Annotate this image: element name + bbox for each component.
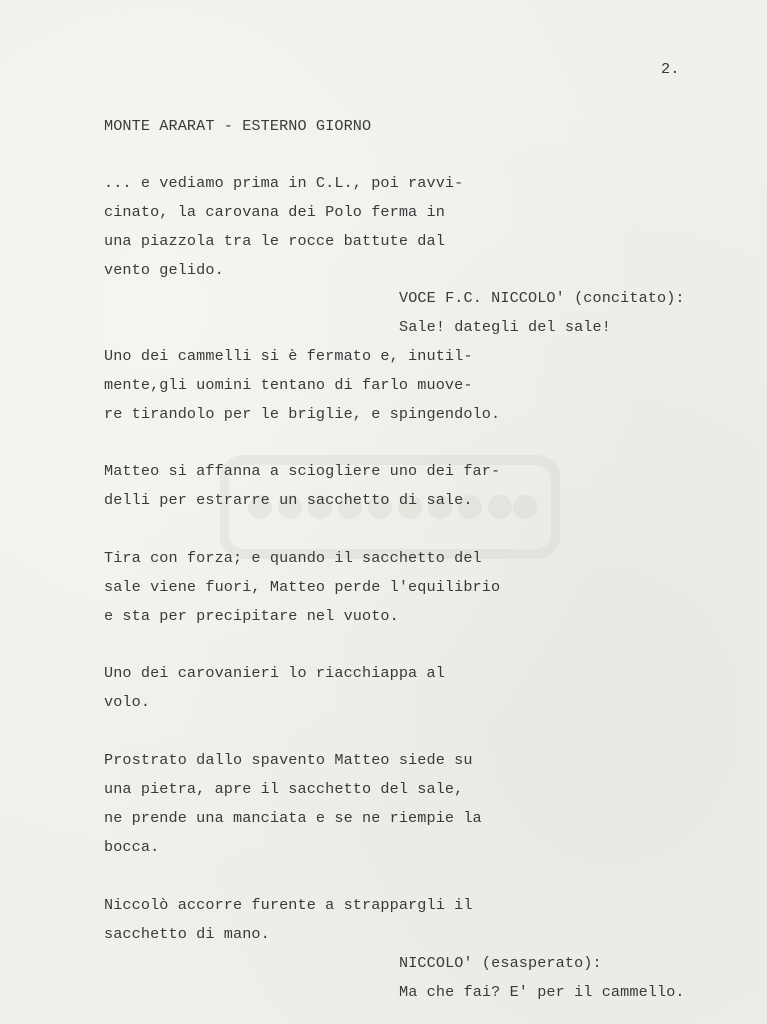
text-line: cinato, la carovana dei Polo ferma in bbox=[104, 203, 445, 221]
text-line: vento gelido. bbox=[104, 261, 224, 279]
text-line: Matteo si affanna a sciogliere uno dei far- bbox=[104, 462, 501, 480]
text-line: delli per estrarre un sacchetto di sale. bbox=[104, 491, 473, 509]
text-line: Tira con forza; e quando il sacchetto del bbox=[104, 549, 482, 567]
text-line: ne prende una manciata e se ne riempie la bbox=[104, 809, 482, 827]
dialogue-line: Ma che fai? E' per il cammello. bbox=[399, 983, 685, 1001]
text-line: una pietra, apre il sacchetto del sale, bbox=[104, 780, 464, 798]
text-line: Prostrato dallo spavento Matteo siede su bbox=[104, 751, 473, 769]
text-line: una piazzola tra le rocce battute dal bbox=[104, 232, 445, 250]
text-line: sacchetto di mano. bbox=[104, 925, 270, 943]
text-line: sale viene fuori, Matteo perde l'equilibrio bbox=[104, 578, 501, 596]
text-line: ... e vediamo prima in C.L., poi ravvi- bbox=[104, 174, 464, 192]
dialogue-line: Sale! dategli del sale! bbox=[399, 318, 611, 336]
text-line: Niccolò accorre furente a strappargli il bbox=[104, 896, 473, 914]
text-line: re tirandolo per le briglie, e spingendolo. bbox=[104, 405, 501, 423]
text-line: Uno dei carovanieri lo riacchiappa al bbox=[104, 664, 445, 682]
text-line: bocca. bbox=[104, 838, 160, 856]
dialogue-cue: NICCOLO' (esasperato): bbox=[399, 954, 602, 972]
text-line: volo. bbox=[104, 693, 151, 711]
text-line: Uno dei cammelli si è fermato e, inutil- bbox=[104, 347, 473, 365]
text-line: e sta per precipitare nel vuoto. bbox=[104, 607, 399, 625]
scene-heading: MONTE ARARAT - ESTERNO GIORNO bbox=[104, 117, 372, 135]
dialogue-cue: VOCE F.C. NICCOLO' (concitato): bbox=[399, 289, 685, 307]
page-number: 2. bbox=[661, 60, 680, 78]
text-line: mente,gli uomini tentano di farlo muove- bbox=[104, 376, 473, 394]
